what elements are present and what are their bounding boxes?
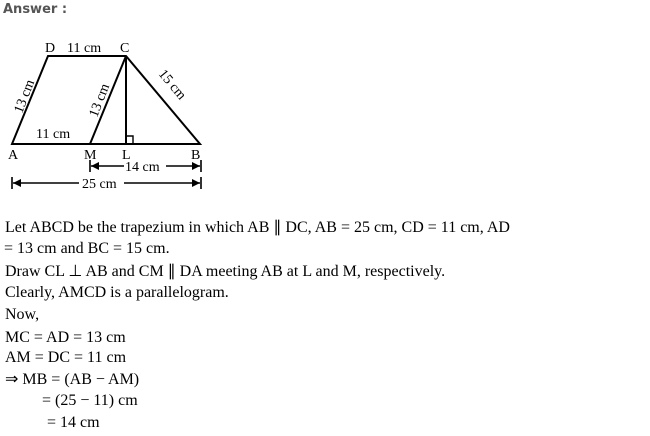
dim-mb-arrow-right bbox=[192, 162, 200, 170]
label-ad: 13 cm bbox=[11, 77, 39, 116]
label-bc: 15 cm bbox=[154, 66, 189, 104]
trapezium-figure bbox=[0, 0, 220, 200]
dim-ab-arrow-right bbox=[192, 179, 200, 187]
vertex-m: M bbox=[84, 148, 97, 163]
vertex-c: C bbox=[120, 41, 130, 56]
right-angle-marker bbox=[126, 136, 133, 144]
solution-line-6: MC = AD = 13 cm bbox=[5, 329, 126, 346]
vertex-l: L bbox=[122, 148, 131, 163]
solution-line-8: ⇒ MB = (AB − AM) bbox=[5, 371, 140, 388]
solution-line-10: = 14 cm bbox=[47, 414, 100, 431]
solution-line-9: = (25 − 11) cm bbox=[42, 392, 138, 409]
vertex-d: D bbox=[45, 41, 56, 56]
solution-line-5: Now, bbox=[5, 306, 40, 323]
label-ab: 25 cm bbox=[82, 177, 117, 192]
dim-ab-arrow-left bbox=[13, 179, 21, 187]
solution-line-1: Let ABCD be the trapezium in which AB ∥ DC, AB = 25 cm, CD = 11 cm, AD bbox=[5, 219, 510, 236]
dim-mb-arrow-left bbox=[91, 162, 99, 170]
vertex-a: A bbox=[8, 148, 19, 163]
solution-line-2: = 13 cm and BC = 15 cm. bbox=[4, 240, 170, 257]
solution-line-4: Clearly, AMCD is a parallelogram. bbox=[5, 284, 229, 301]
answer-label: Answer : bbox=[3, 2, 68, 17]
label-am: 11 cm bbox=[36, 127, 71, 142]
label-dc: 11 cm bbox=[67, 41, 102, 56]
label-mb: 14 cm bbox=[125, 160, 160, 175]
vertex-b: B bbox=[191, 148, 201, 163]
solution-line-7: AM = DC = 11 cm bbox=[5, 349, 127, 366]
solution-line-3: Draw CL ⊥ AB and CM ∥ DA meeting AB at L and M, respectively. bbox=[5, 263, 446, 280]
label-mc: 13 cm bbox=[86, 81, 114, 120]
